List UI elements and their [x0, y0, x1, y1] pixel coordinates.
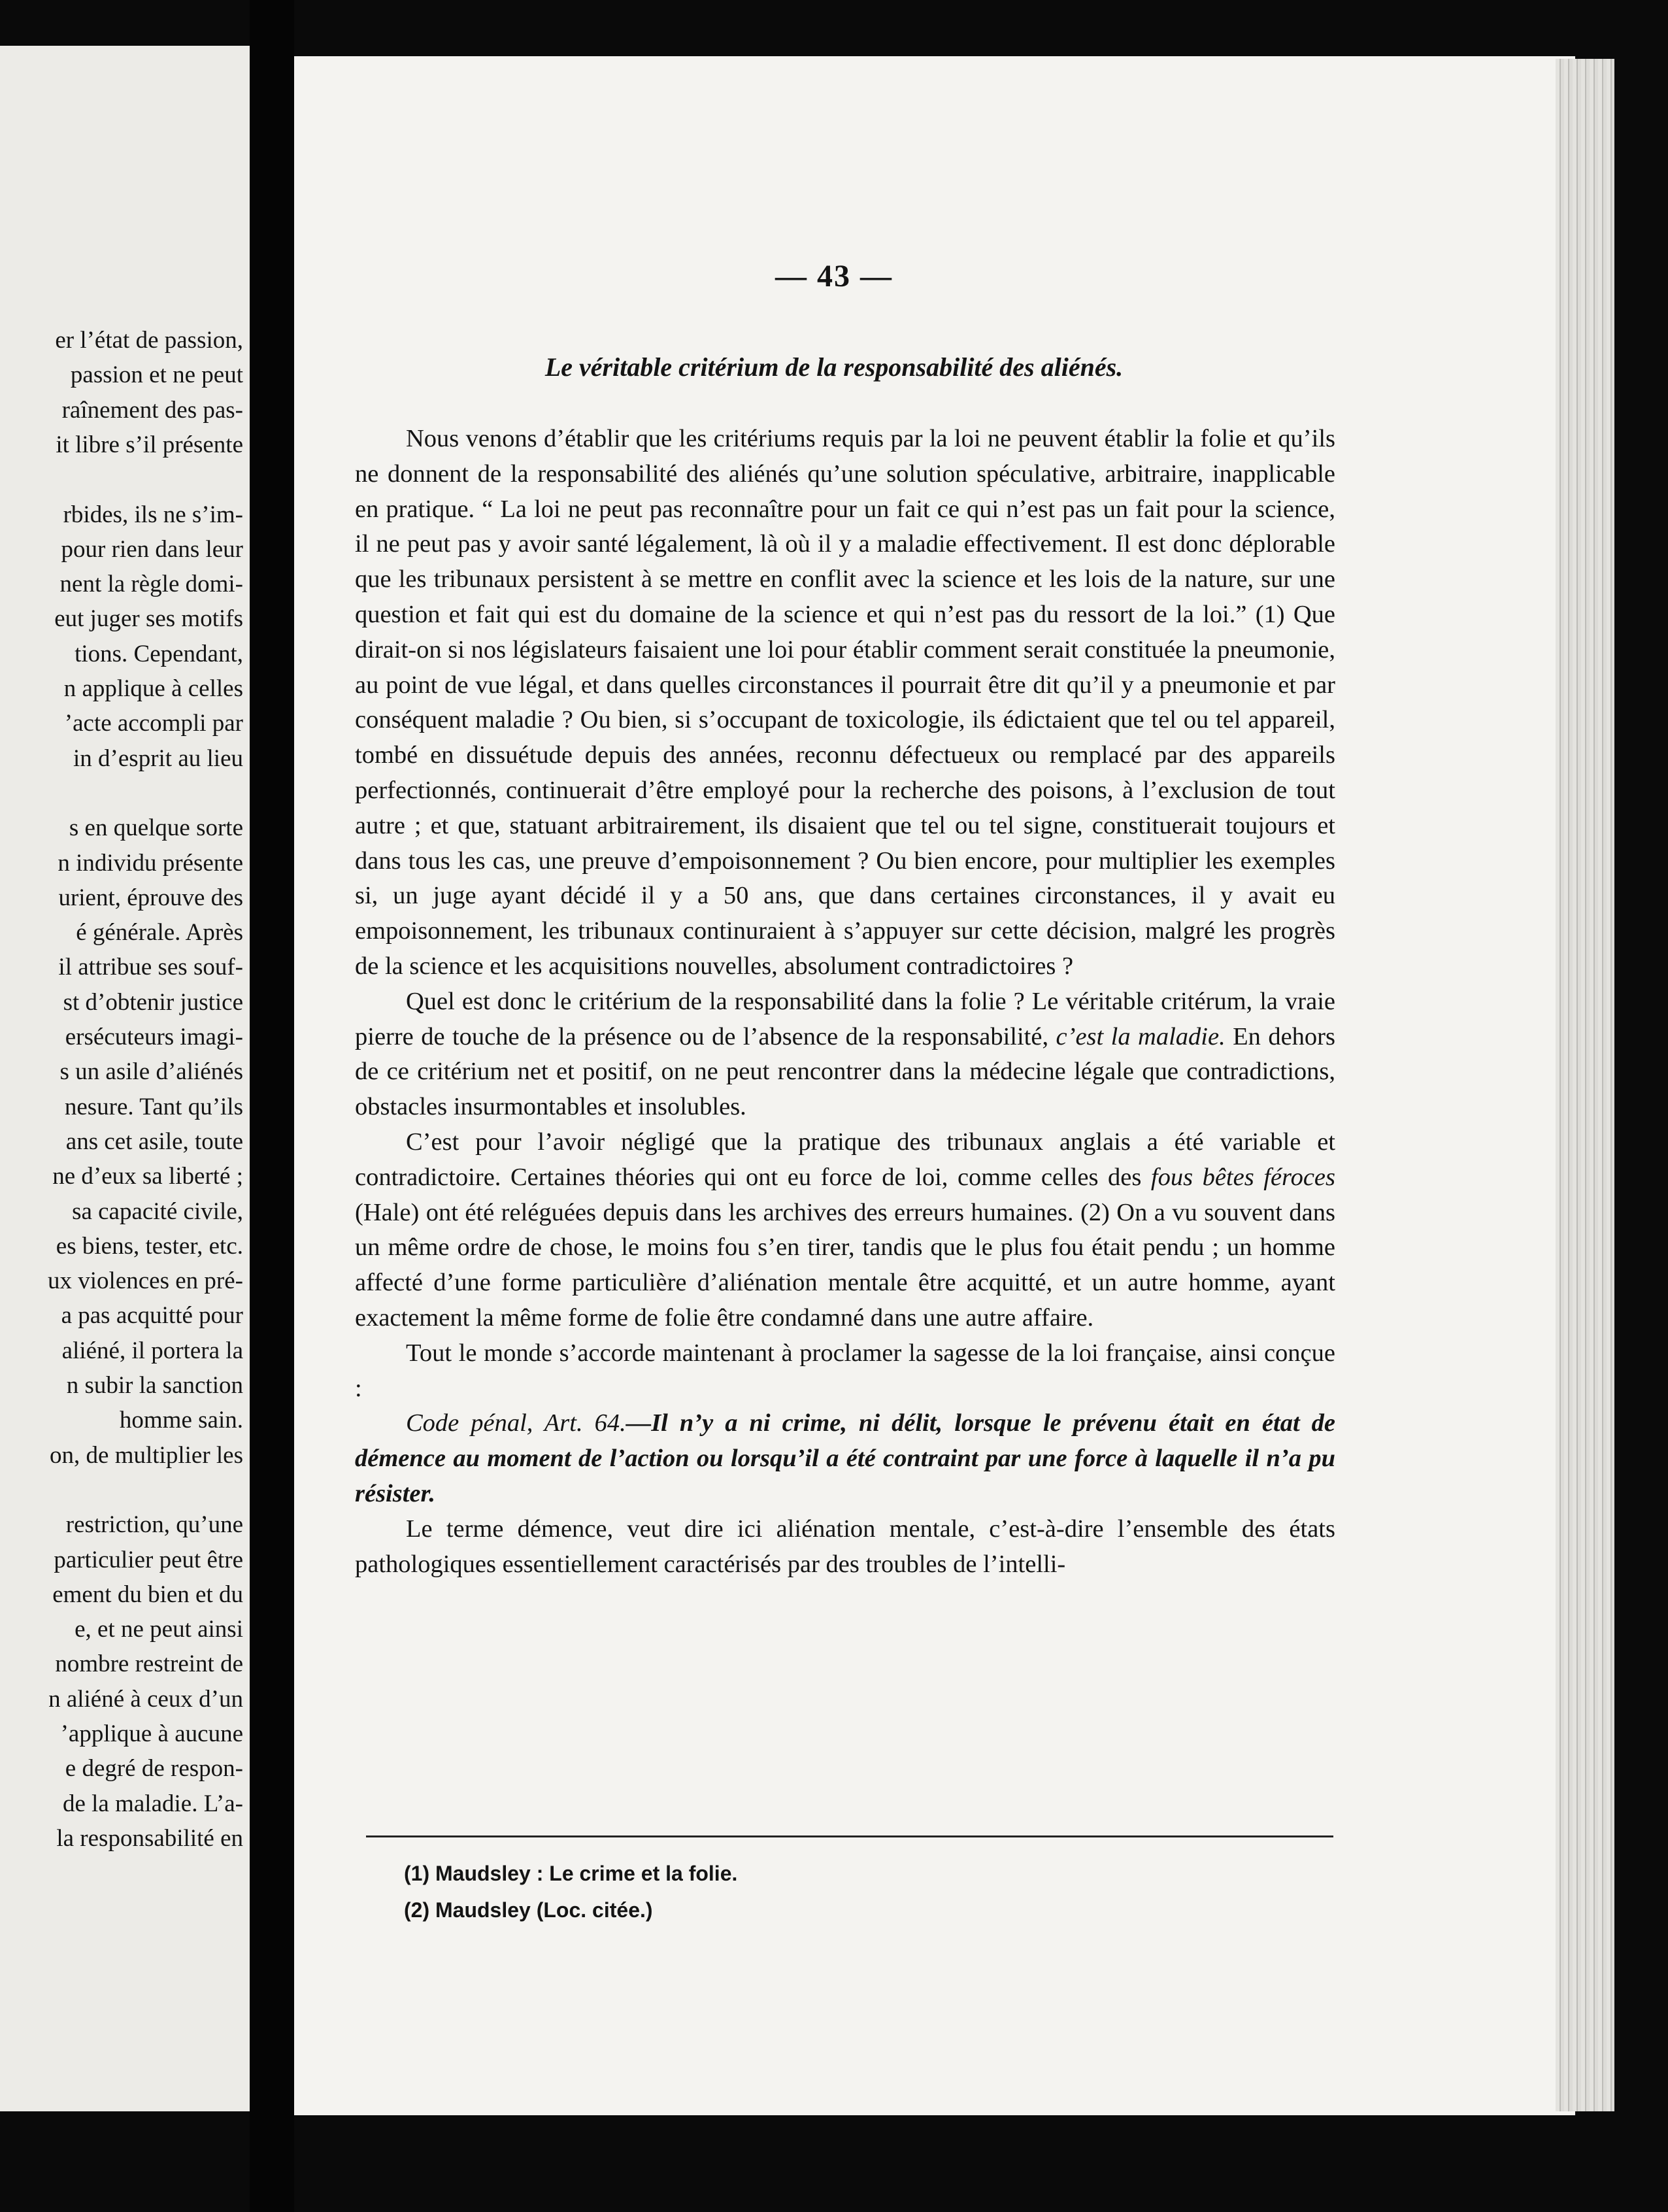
- left-page-line: it libre s’il présente: [56, 431, 243, 458]
- left-page-line: n subir la sanction: [66, 1372, 243, 1399]
- left-page-line: é générale. Après: [76, 919, 243, 947]
- left-page-line: n applique à celles: [63, 675, 243, 702]
- left-page-line: st d’obtenir justice: [63, 988, 243, 1016]
- left-page-line: s un asile d’aliénés: [59, 1058, 243, 1086]
- left-page-line: es biens, tester, etc.: [56, 1232, 243, 1260]
- book-gutter: [250, 0, 294, 2212]
- left-page-line: rbides, ils ne s’im-: [63, 501, 243, 528]
- paragraph-2-emphasis: c’est la maladie.: [1056, 1022, 1226, 1050]
- left-page-line: s en quelque sorte: [69, 814, 243, 842]
- page-number: — 43 —: [775, 259, 893, 293]
- left-page-line: nent la règle domi-: [59, 571, 243, 598]
- left-page-line: eut juger ses motifs: [54, 605, 243, 633]
- paragraph-5: Le terme démence, veut dire ici aliénation mentale, c’est-à-dire l’ensemble des états pathologiques essentiellement caractérisés par des troubles de l’intelli-: [355, 1515, 1335, 1578]
- paragraph-1: Nous venons d’établir que les critériums requis par la loi ne peuvent établir la folie et qu’ils ne donnent de la responsabilité des aliénés qu’une solution spéculative, arbitraire, inapplicable en pratique. “ La loi ne peut pas reconnaître pour un fait ce qui n’est pas un fait pour la science, il ne peut pas y avoir santé légalement, là où il y a maladie effectivement. Il est donc déplorable que les tribunaux persistent à se mettre en conflit avec la science et les lois de la nature, sur une question et fait qui est du domaine de la science et qui n’est pas du ressort de la loi.” (1) Que dirait-on si nos législateurs faisaient une loi pour établir comment serait constituée la pneumonie, au point de vue légal, et dans quelles circonstances il pourrait être dit qu’il y a pneumonie et par conséquent maladie ? Ou bien, si s’occupant de toxicologie, ils édictaient que tel ou tel appareil, tombé en dissuétude depuis des années, reconnu défectueux ou remplacé par des appareils perfectionnés, continuerait d’être employé pour la recherche des poisons, à l’exclusion de tout autre ; et que, statuant arbitrairement, ils disaient que tel ou tel signe, constituerait toujours et dans tous les cas, une preuve d’empoisonnement ? Ou bien encore, pour multiplier les exemples si, un juge ayant décidé il y a 50 ans, que dans certaines circonstances, il y avait eu empoisonnement, les tribunaux continuraient à s’appuyer sur cette décision, malgré les progrès de la science et les acquisitions nouvelles, absolument contradictoires ?: [355, 425, 1335, 980]
- paragraph-3: [355, 1125, 1335, 1336]
- left-page-line: nesure. Tant qu’ils: [64, 1093, 243, 1120]
- left-page-line: ne d’eux sa liberté ;: [52, 1163, 243, 1190]
- left-page-line: e, et ne peut ainsi: [75, 1616, 243, 1643]
- footnote-divider: [366, 1835, 1333, 1837]
- paragraph-3-text-a: C’est pour l’avoir négligé que la pratique des tribunaux anglais a été variable et contradictoire. Certaines théories qui ont eu force de loi, comme celles des: [355, 1128, 1335, 1191]
- left-page-line: ement du bien et du: [52, 1581, 243, 1608]
- left-page-line: n aliéné à ceux d’un: [48, 1685, 243, 1713]
- left-page-line: er l’état de passion,: [55, 327, 243, 354]
- left-page-line: tions. Cependant,: [75, 640, 243, 667]
- left-page-line: nombre restreint de: [55, 1651, 243, 1678]
- left-page-line: in d’esprit au lieu: [73, 745, 243, 772]
- left-page-line: ans cet asile, toute: [65, 1128, 243, 1155]
- footnote-1: (1) Maudsley : Le crime et la folie.: [404, 1862, 738, 1885]
- left-page-line: particulier peut être: [54, 1546, 243, 1573]
- article-label: Code pénal, Art. 64.: [406, 1409, 626, 1437]
- article-text: —Il n’y a ni crime, ni délit, lorsque le prévenu était en état de démence au moment de l’action ou lorsqu’il a été contraint par une force à laquelle il n’a pu résister.: [355, 1409, 1335, 1507]
- footnotes: [404, 1855, 1188, 1928]
- paragraph-4: Tout le monde s’accorde maintenant à proclamer la sagesse de la loi française, ainsi conçue :: [355, 1339, 1335, 1402]
- left-page-line: il attribue ses souf-: [58, 954, 243, 981]
- left-page-line: ux violences en pré-: [48, 1267, 243, 1295]
- section-title: Le véritable critérium de la responsabilité des aliénés.: [544, 352, 1124, 382]
- left-page-line: restriction, qu’une: [65, 1511, 243, 1539]
- left-page-line: n individu présente: [58, 849, 243, 877]
- left-page-line: ’applique à aucune: [60, 1720, 243, 1747]
- footnote-2: (2) Maudsley (Loc. citée.): [404, 1898, 653, 1922]
- left-page-line: la responsabilité en: [56, 1824, 243, 1852]
- paragraph-3-emphasis: fous bêtes féroces: [1150, 1163, 1335, 1191]
- paragraph-2: [355, 984, 1335, 1125]
- left-page-line: a pas acquitté pour: [61, 1302, 243, 1330]
- left-page-line: ersécuteurs imagi-: [65, 1024, 243, 1050]
- left-page-line: de la maladie. L’a-: [62, 1790, 243, 1817]
- left-page-line: homme sain.: [119, 1407, 243, 1434]
- left-page-line: sa capacité civile,: [72, 1198, 243, 1225]
- left-page-line: urient, éprouve des: [58, 884, 243, 911]
- left-page-line: aliéné, il portera la: [61, 1337, 243, 1364]
- left-page-line: on, de multiplier les: [50, 1441, 243, 1469]
- left-page-line: ’acte accompli par: [64, 710, 243, 737]
- body-text: [355, 422, 1335, 1582]
- left-page-line: e degré de respon-: [65, 1755, 243, 1783]
- paragraph-3-text-b: (Hale) ont été reléguées depuis dans les archives des erreurs humaines. (2) On a vu souvent dans un même ordre de chose, le moins fou s’en tirer, tandis que le plus fou était pendu ; un homme affecté d’une forme particulière d’aliénation mentale être acquitté, et un autre homme, ayant exactement la même forme de folie être condamné dans une autre affaire.: [355, 1198, 1335, 1332]
- paragraph-2-text-b: En dehors de ce critérium net et positif, on ne peut rencontrer dans la médecine légale que contradictions, obstacles insurmontables et insolubles.: [355, 1022, 1335, 1121]
- paragraph-2-text-a: Quel est donc le critérium de la responsabilité dans la folie ? Le véritable critérum, la vraie pierre de touche de la présence ou de l’absence de la responsabilité,: [355, 987, 1335, 1050]
- left-page-line: raînement des pas-: [61, 396, 243, 424]
- article-quote: [355, 1406, 1335, 1511]
- left-page-line: passion et ne peut: [70, 361, 243, 389]
- left-page-line: pour rien dans leur: [61, 535, 243, 563]
